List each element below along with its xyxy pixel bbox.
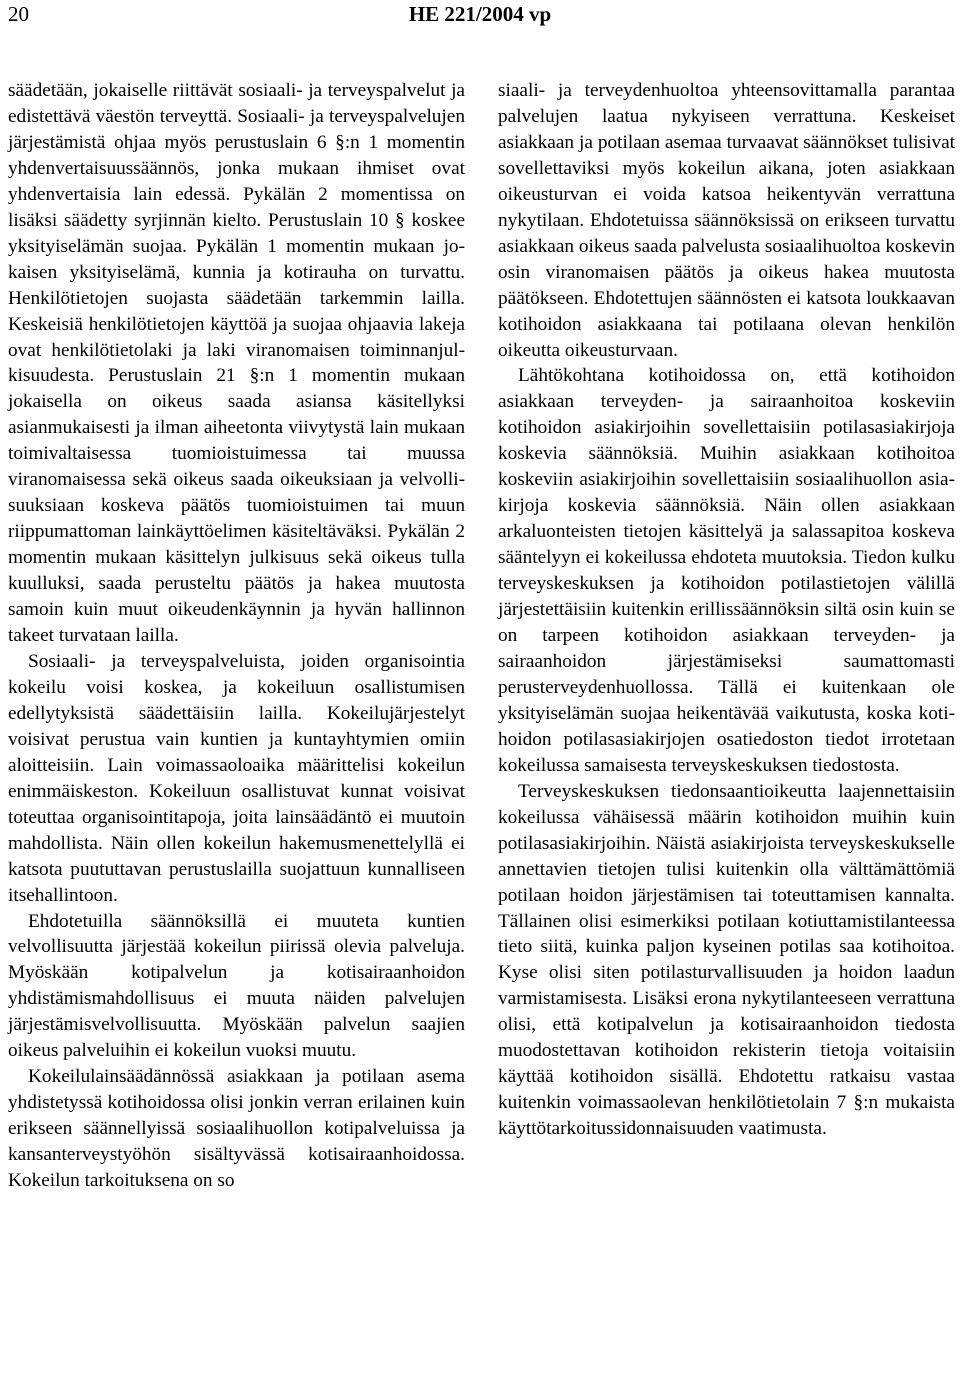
paragraph: Ehdotetuilla säännöksillä ei muuteta kuntien velvollisuutta järjestää kokeilun piirissä olevia palveluja. Myöskään kotipalvelun ja kotisairaanhoidon yhdistämismahdollisuus ei muuta näiden palvelujen järjestämisvelvollisuutta. Myöskään palvelun saajien oikeus palveluihin ei kokeilun vuoksi muutu. <box>8 910 465 1062</box>
document-id: HE 221/2004 vp <box>408 2 552 26</box>
paragraph: Lähtökohtana kotihoidossa on, että kotihoidon asiakkaan terveyden- ja sairaanhoitoa koskeviin kotihoidon asiakirjoihin sovellettaisiin potilasasiakirjoja koskevia säännöksiä. Muihin asiakkaan kotihoitoa koskeviin asiakirjoihin sovellettaisiin sosiaalihuollon asiakirjoja koskevia säännöksiä. Näin ollen asiakkaan arkaluonteisten tietojen käsittelyä ja salassapitoa koskeva sääntelyyn ei kokeilussa ehdoteta muutoksia. Tiedon kulku terveyskeskuksen ja kotihoidon potilastietojen välillä järjestettäisiin kuitenkin erillissäännöksin siltä osin kuin se on tarpeen kotihoidon asiakkaan terveyden- ja sairaanhoidon järjestämiseksi saumattomasti perusterveydenhuollossa. Tällä ei kuitenkaan ole yksityiselämän suojaa heikentävää vaikutusta, koska kotihoidon potilasasiakirjojen osatiedoston tiedot irrotetaan kokeilussa samaisesta terveyskeskuksen tiedostosta. <box>498 365 955 776</box>
page-number: 20 <box>8 2 29 26</box>
paragraph: Terveyskeskuksen tiedonsaantioikeutta laajennettaisiin kokeilussa vähäisessä määrin kotihoidon muihin kuin potilasasiakirjoihin. Näistä asiakirjoista terveyskeskukselle annettavien tietojen tulisi kuitenkin olla välttämättömiä potilaan hoidon järjestämisen tai toteuttamisen kannalta. Tällainen olisi esimerkiksi potilaan kotiuttamistilanteessa tieto siitä, kuinka paljon kyseinen potilas saa kotihoitoa. Kyse olisi siten potilasturvallisuuden ja hoidon laadun varmistamisesta. Lisäksi erona nykytilanteeseen verrattuna olisi, että kotipalvelun ja kotisairaanhoidon tiedosta muodostettavan kotihoidon rekisterin tietoja voitaisiin käyttää kotihoidon sisällä. Ehdotettu ratkaisu vastaa kuitenkin voimassaolevan henkilötietolain 7 §:n mukaista käyttötarkoitussidonnaisuuden vaatimusta. <box>498 780 955 1140</box>
left-column <box>8 78 465 1194</box>
paragraph: Sosiaali- ja terveyspalveluista, joiden organisointia kokeilu voisi koskea, ja kokeiluun osallistumisen edellytyksistä säädettäisiin lailla. Kokeilujärjestelyt voisivat perustua vain kuntien ja kuntayhtymien omiin aloitteisiin. Lain voimassaoloaika määrittelisi kokeilun enimmäiskeston. Kokeiluun osallistuvat kunnat voisivat toteuttaa organisointitapoja, joita lainsäädäntö ei muutoin mahdollista. Näin ollen kokeilun hakemusmenettelyllä ei katsota puututtavan perustuslailla suojattuun kunnalliseen itsehallintoon. <box>8 650 465 906</box>
page-header <box>0 0 960 40</box>
right-column <box>498 78 955 1142</box>
paragraph: säädetään, jokaiselle riittävät sosiaali- ja terveyspalvelut ja edistettävä väestön terveyttä. Sosiaali- ja terveyspalvelujen järjestämistä ohjaa myös perustuslain 6 §:n 1 momentin yhdenvertaisuussäännös, jonka mukaan ihmiset ovat yhdenvertaisia lain edessä. Pykälän 2 momentissa on lisäksi säädetty syrjinnän kielto. Perustuslain 10 § koskee yksityiselämän suojaa. Pykälän 1 momentin mukaan jokaisen yksityiselämä, kunnia ja kotirauha on turvattu. Henkilötietojen suojasta säädetään tarkemmin lailla. Keskeisiä henkilötietojen käyttöä ja suojaa ohjaavia lakeja ovat henkilötietolaki ja laki viranomaisen toiminnanjulkisuudesta. Perustuslain 21 §:n 1 momentin mukaan jokaisella on oikeus saada asiansa käsitellyksi asianmukaisesti ja ilman aiheetonta viivytystä lain mukaan toimivaltaisessa tuomioistuimessa tai muussa viranomaisessa sekä oikeus saada oikeuksiaan ja velvollisuuksiaan koskeva päätös tuomioistuimen tai muun riippumattoman lainkäyttöelimen käsiteltäväksi. Pykälän 2 momentin mukaan käsittelyn julkisuus sekä oikeus tulla kuulluksi, saada perusteltu päätös ja hakea muutosta samoin kuin muut oikeudenkäynnin ja hyvän hallinnon takeet turvataan lailla. <box>8 80 465 647</box>
paragraph: siaali- ja terveydenhuoltoa yhteensovittamalla parantaa palvelujen laatua nykyiseen verrattuna. Keskeiset asiakkaan ja potilaan asemaa turvaavat säännökset tulisivat sovellettaviksi myös kokeilun aikana, joten asiakkaan oikeusturvan ei voida katsoa heikentyvän verrattuna nykytilaan. Ehdotetuissa säännöksissä on erikseen turvattu asiakkaan oikeus saada palvelusta sosiaalihuoltoa koskevin osin viranomaisen päätös ja oikeus hakea muutosta päätökseen. Ehdotettujen säännösten ei katsota loukkaavan kotihoidon asiakkaana tai potilaana olevan henkilön oikeutta oikeusturvaan. <box>498 80 955 361</box>
paragraph: Kokeilulainsäädännössä asiakkaan ja potilaan asema yhdistetyssä kotihoidossa olisi jonkin verran erilainen kuin erikseen säännellyissä sosiaalihuollon kotipalveluissa ja kansanterveystyöhön sisältyvässä kotisairaanhoidossa. Kokeilun tarkoituksena on so <box>8 1066 465 1192</box>
